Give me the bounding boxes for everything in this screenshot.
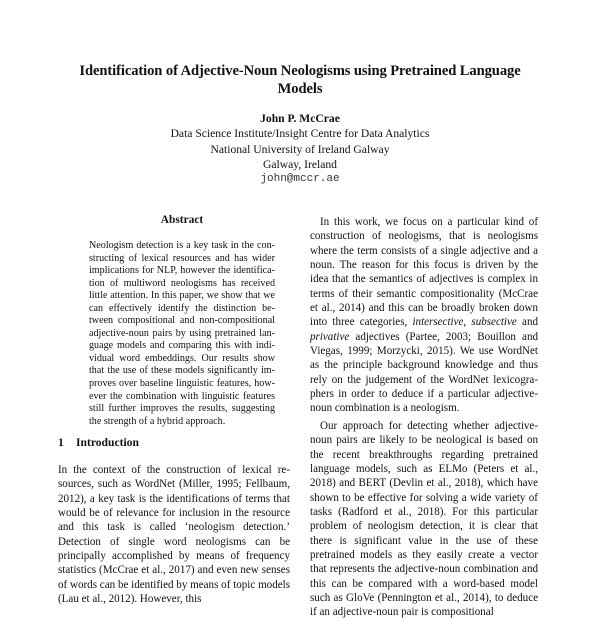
approach-paragraph: Our approach for detecting whether adjective-noun pairs are likely to be neological is based on the recent breakthroughs regarding pretrained language models, such as ELMo (Peters et al., 2018) and BERT (Devlin et al., 2018), which have shown to be effective for solving a wide variety of tasks (Radford et al., 2018). For this particular problem of neologism detection, it is clear that there is significant value in the use of these pretrained models as they easily create a vector that represents the adjective-noun combination and this can be compared with a word-based model such as GloVe (Pennington et al., 2014), to deduce if an adjective-noun pair is compositional <box>310 419 538 619</box>
section-number: 1 <box>58 436 64 449</box>
text-run: In this work, we focus on a particular kind of construction of neologisms, that is neologisms where the term consists of a single adjective and a noun. The reason for this focus is driven by the idea that the semantics of adjectives is complex in terms of their semantic compositionality (McCrae et al., 2014) and this can be broadly broken down into three categories, <box>310 216 538 329</box>
abstract-heading: Abstract <box>160 214 204 226</box>
paper-title: Identification of Adjective-Noun Neologisms using Pretrained Language Models <box>79 63 521 97</box>
italic-term-intersective: intersective <box>412 316 464 329</box>
right-column-body <box>310 215 538 620</box>
italic-term-privative: privative <box>310 330 350 343</box>
text-run: and <box>516 316 538 329</box>
italic-term-subsective: subsective <box>471 316 517 329</box>
author-block <box>100 111 500 187</box>
text-run: , <box>463 316 472 329</box>
abstract-text: Neologism detection is a key task in the constructing of lexical resources and has wider implications for NLP, however the identification of multiword neologisms has received little attention. In this paper, we show that we can effectively identify the distinction between compositional and non-compositional adjective-noun pairs by using pretrained language models and comparing this with individual word embeddings. Our results show that the use of these models significantly improves over baseline linguistic features, however the combination with linguistic features still further improves the results, suggesting the strength of a hybrid approach. <box>89 240 275 427</box>
text-run: adjectives (Partee, 2003; Bouillon and Viegas, 1999; Morzycki, 2015). We use WordNet as the principle background knowledge and thus rely on the judgement of the WordNet lexicographers in order to deduce if a particular adjective-noun combination is a neologism. <box>310 330 538 415</box>
author-email[interactable]: john@mccr.ae <box>260 173 340 186</box>
left-column-body <box>58 463 290 606</box>
intro-paragraph: In the context of the construction of lexical resources, such as WordNet (Miller, 1995; Fellbaum, 2012), a key task is the identifications of terms that would be of relevance for inclusion in the resource and this task is called ‘neologism detection.’ Detection of single word neologisms can be principally accomplished by means of frequency statistics (McCrae et al., 2017) and even new senses of words can be identified by means of topic models (Lau et al., 2012). However, this <box>58 464 290 606</box>
affiliation-line: Data Science Institute/Insight Centre for Data Analytics <box>170 127 430 141</box>
section-title: Introduction <box>76 436 139 449</box>
affiliation-line: Galway, Ireland <box>263 157 337 171</box>
affiliation-line: National University of Ireland Galway <box>210 142 390 156</box>
section-heading-introduction <box>58 436 139 449</box>
focus-paragraph <box>310 215 538 416</box>
author-name: John P. McCrae <box>260 112 340 125</box>
